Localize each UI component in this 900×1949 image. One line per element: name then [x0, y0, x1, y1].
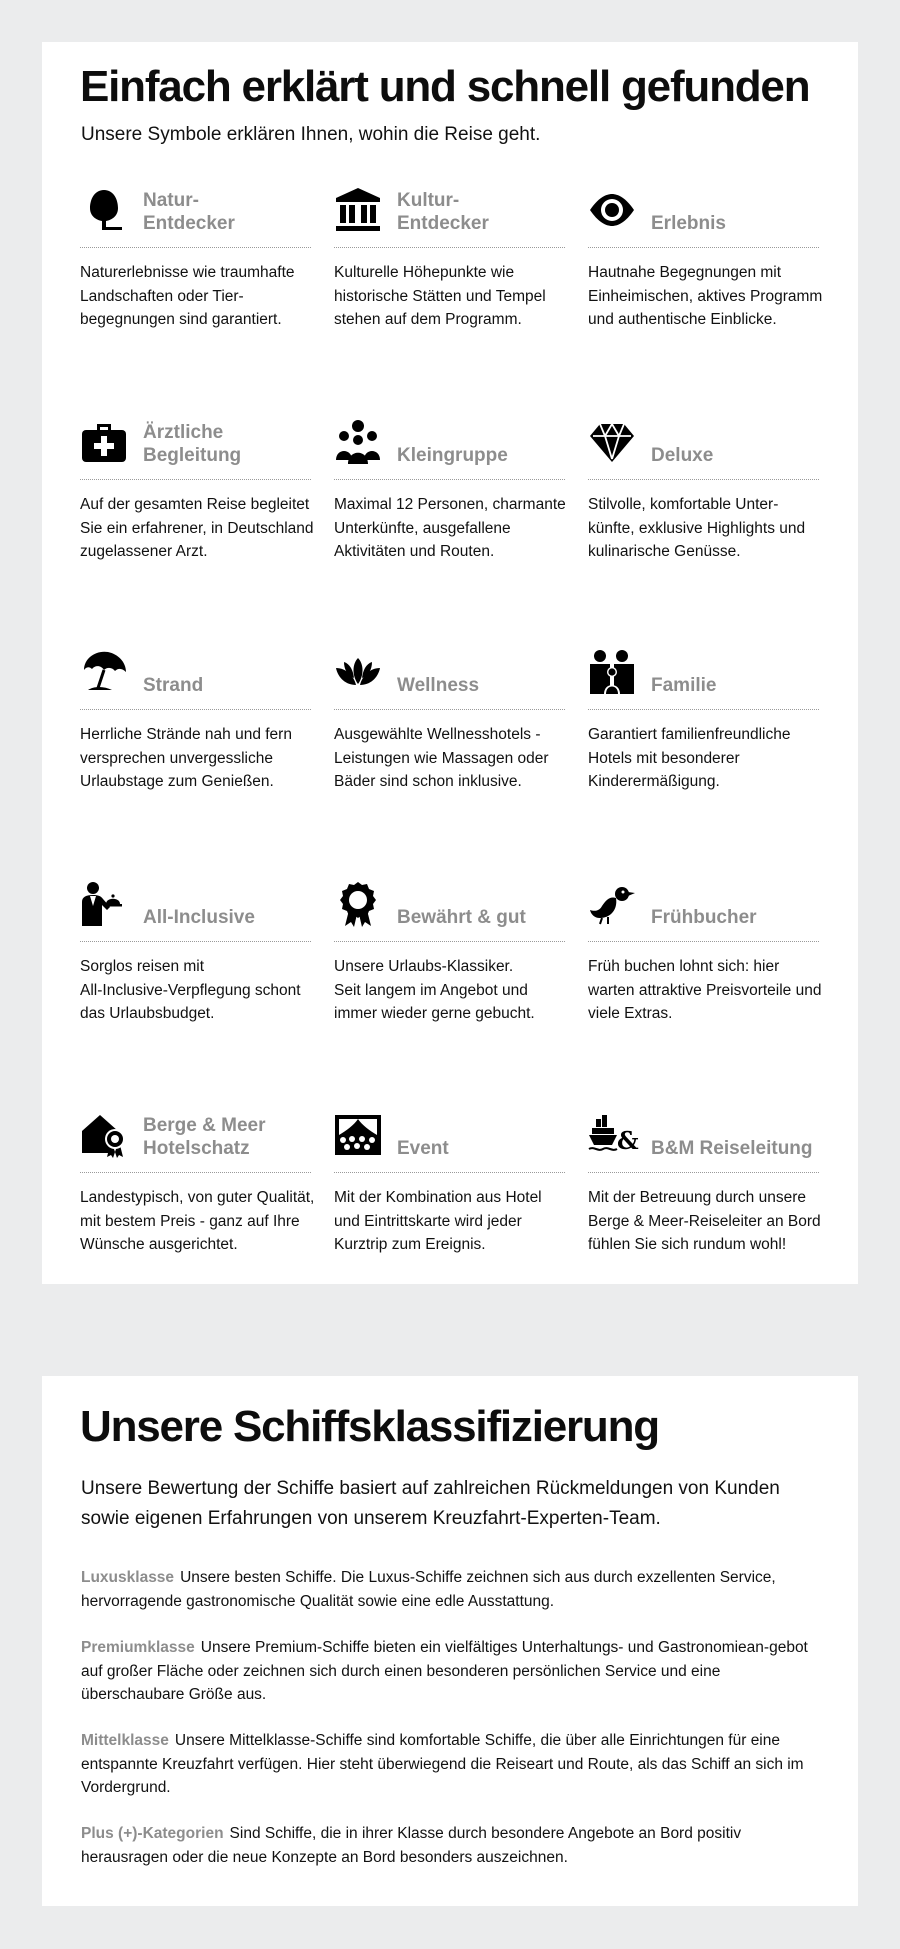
divider: [80, 709, 311, 710]
feature-label: Natur- Entdecker: [143, 190, 235, 234]
feature-label: All-Inclusive: [143, 907, 255, 928]
feature-description: Stilvolle, komfortable Unter-künfte, exklusive Highlights und kulinarische Genüsse.: [588, 496, 806, 560]
divider: [334, 247, 565, 248]
feature-description: Naturerlebnisse wie traumhafte Landschaften oder Tier-begegnungen sind garantiert.: [80, 264, 295, 328]
feature-label: Event: [397, 1138, 449, 1159]
section-title: Unsere Schiffsklassifizierung: [80, 1402, 659, 1451]
hotel-award-icon: [80, 1111, 128, 1159]
feature-description: Mit der Betreuung durch unsere Berge & Meer-Reiseleiter an Bord fühlen Sie sich rundum wohl!: [588, 1189, 821, 1253]
class-entry-mittelklasse: [81, 1729, 826, 1800]
class-text: Unsere Mittelklasse-Schiffe sind komfortable Schiffe, die über alle Einrichtungen für eine entspannte Kreuzfahrt verfügen. Hier steht überwiegend die Reiseart und Route, als das Schiff an sich im Vordergrund.: [81, 1732, 804, 1796]
feature-label: Erlebnis: [651, 213, 726, 234]
feature-label: Strand: [143, 675, 204, 696]
divider: [334, 479, 565, 480]
class-entry-luxusklasse: [81, 1566, 826, 1613]
divider: [334, 709, 565, 710]
feature-label: Kultur- Entdecker: [397, 190, 489, 234]
group-icon: [334, 418, 382, 466]
section-intro: Unsere Bewertung der Schiffe basiert auf zahlreichen Rückmeldungen von Kunden sowie eigenen Erfahrungen von unserem Kreuzfahrt-Experten-Team.: [81, 1478, 780, 1529]
eye-icon: [588, 186, 636, 234]
feature-label: Kleingruppe: [397, 445, 508, 466]
stage-audience-icon: [334, 1111, 382, 1159]
ship-classification-card: [42, 1376, 858, 1906]
class-name: Plus (+)-Kategorien: [81, 1825, 224, 1842]
feature-description: Früh buchen lohnt sich: hier warten attraktive Preisvorteile und viele Extras.: [588, 958, 822, 1022]
symbols-card: [42, 42, 858, 1284]
waiter-icon: [80, 880, 128, 928]
feature-description: Landestypisch, von guter Qualität, mit bestem Preis - ganz auf Ihre Wünsche ausgerichtet.: [80, 1189, 315, 1253]
divider: [80, 1172, 311, 1173]
class-name: Premiumklasse: [81, 1639, 195, 1656]
divider: [334, 941, 565, 942]
class-name: Luxusklasse: [81, 1569, 175, 1586]
feature-description: Mit der Kombination aus Hotel und Eintrittskarte wird jeder Kurztrip zum Ereignis.: [334, 1189, 542, 1253]
divider: [588, 941, 819, 942]
feature-label: Berge & Meer Hotelschatz: [143, 1115, 266, 1159]
bird-icon: [588, 880, 636, 928]
beach-umbrella-icon: [80, 648, 128, 696]
class-entry-premiumklasse: [81, 1636, 826, 1707]
family-icon: [588, 648, 636, 696]
tree-icon: [80, 186, 128, 234]
award-badge-icon: [334, 880, 382, 928]
feature-description: Garantiert familienfreundliche Hotels mit besonderer Kinderermäßigung.: [588, 726, 791, 790]
medical-kit-icon: [80, 418, 128, 466]
divider: [334, 1172, 565, 1173]
ship-guide-icon: [588, 1111, 639, 1159]
diamond-icon: [588, 418, 636, 466]
feature-description: Unsere Urlaubs-Klassiker. Seit langem im Angebot und immer wieder gerne gebucht.: [334, 958, 535, 1022]
divider: [588, 479, 819, 480]
class-text: Unsere Premium-Schiffe bieten ein vielfältiges Unterhaltungs- und Gastronomiean-gebot auf großer Fläche oder zeichnen sich durch einen besonderen persönlichen Service und eine überschaubare Größe aus.: [81, 1639, 808, 1703]
feature-label: B&M Reiseleitung: [651, 1138, 813, 1159]
feature-label: Bewährt & gut: [397, 907, 526, 928]
feature-description: Sorglos reisen mit All-Inclusive-Verpflegung schont das Urlaubsbudget.: [80, 958, 301, 1022]
divider: [588, 1172, 819, 1173]
page-title: Einfach erklärt und schnell gefunden: [80, 62, 810, 111]
feature-label: Familie: [651, 675, 717, 696]
feature-description: Maximal 12 Personen, charmante Unterkünfte, ausgefallene Aktivitäten und Routen.: [334, 496, 566, 560]
class-text: Sind Schiffe, die in ihrer Klasse durch besondere Angebote an Bord positiv herausragen oder die neue Konzepte an Bord besonders auszeichnen.: [81, 1825, 742, 1866]
feature-label: Frühbucher: [651, 907, 757, 928]
class-name: Mittelklasse: [81, 1732, 169, 1749]
feature-description: Herrliche Strände nah und fern versprechen unvergessliche Urlaubstage zum Genießen.: [80, 726, 292, 790]
class-entry-plus-kategorien: [81, 1822, 826, 1869]
feature-description: Auf der gesamten Reise begleitet Sie ein erfahrener, in Deutschland zugelassener Arzt.: [80, 496, 314, 560]
feature-label: Deluxe: [651, 445, 714, 466]
page-subtitle: Unsere Symbole erklären Ihnen, wohin die Reise geht.: [81, 124, 541, 145]
temple-icon: [334, 186, 382, 234]
svg-text:&: &: [617, 1126, 639, 1155]
divider: [80, 941, 311, 942]
class-text: Unsere besten Schiffe. Die Luxus-Schiffe zeichnen sich aus durch exzellenten Service, hervorragende gastronomische Qualität sowie eine edle Ausstattung.: [81, 1569, 776, 1610]
divider: [588, 247, 819, 248]
divider: [80, 479, 311, 480]
feature-description: Hautnahe Begegnungen mit Einheimischen, aktives Programm und authentische Einblicke.: [588, 264, 823, 328]
feature-description: Ausgewählte Wellnesshotels - Leistungen wie Massagen oder Bäder sind schon inklusive.: [334, 726, 549, 790]
divider: [80, 247, 311, 248]
feature-description: Kulturelle Höhepunkte wie historische Stätten und Tempel stehen auf dem Programm.: [334, 264, 546, 328]
feature-label: Ärztliche Begleitung: [143, 422, 242, 466]
feature-label: Wellness: [397, 675, 480, 696]
lotus-icon: [334, 648, 382, 696]
divider: [588, 709, 819, 710]
